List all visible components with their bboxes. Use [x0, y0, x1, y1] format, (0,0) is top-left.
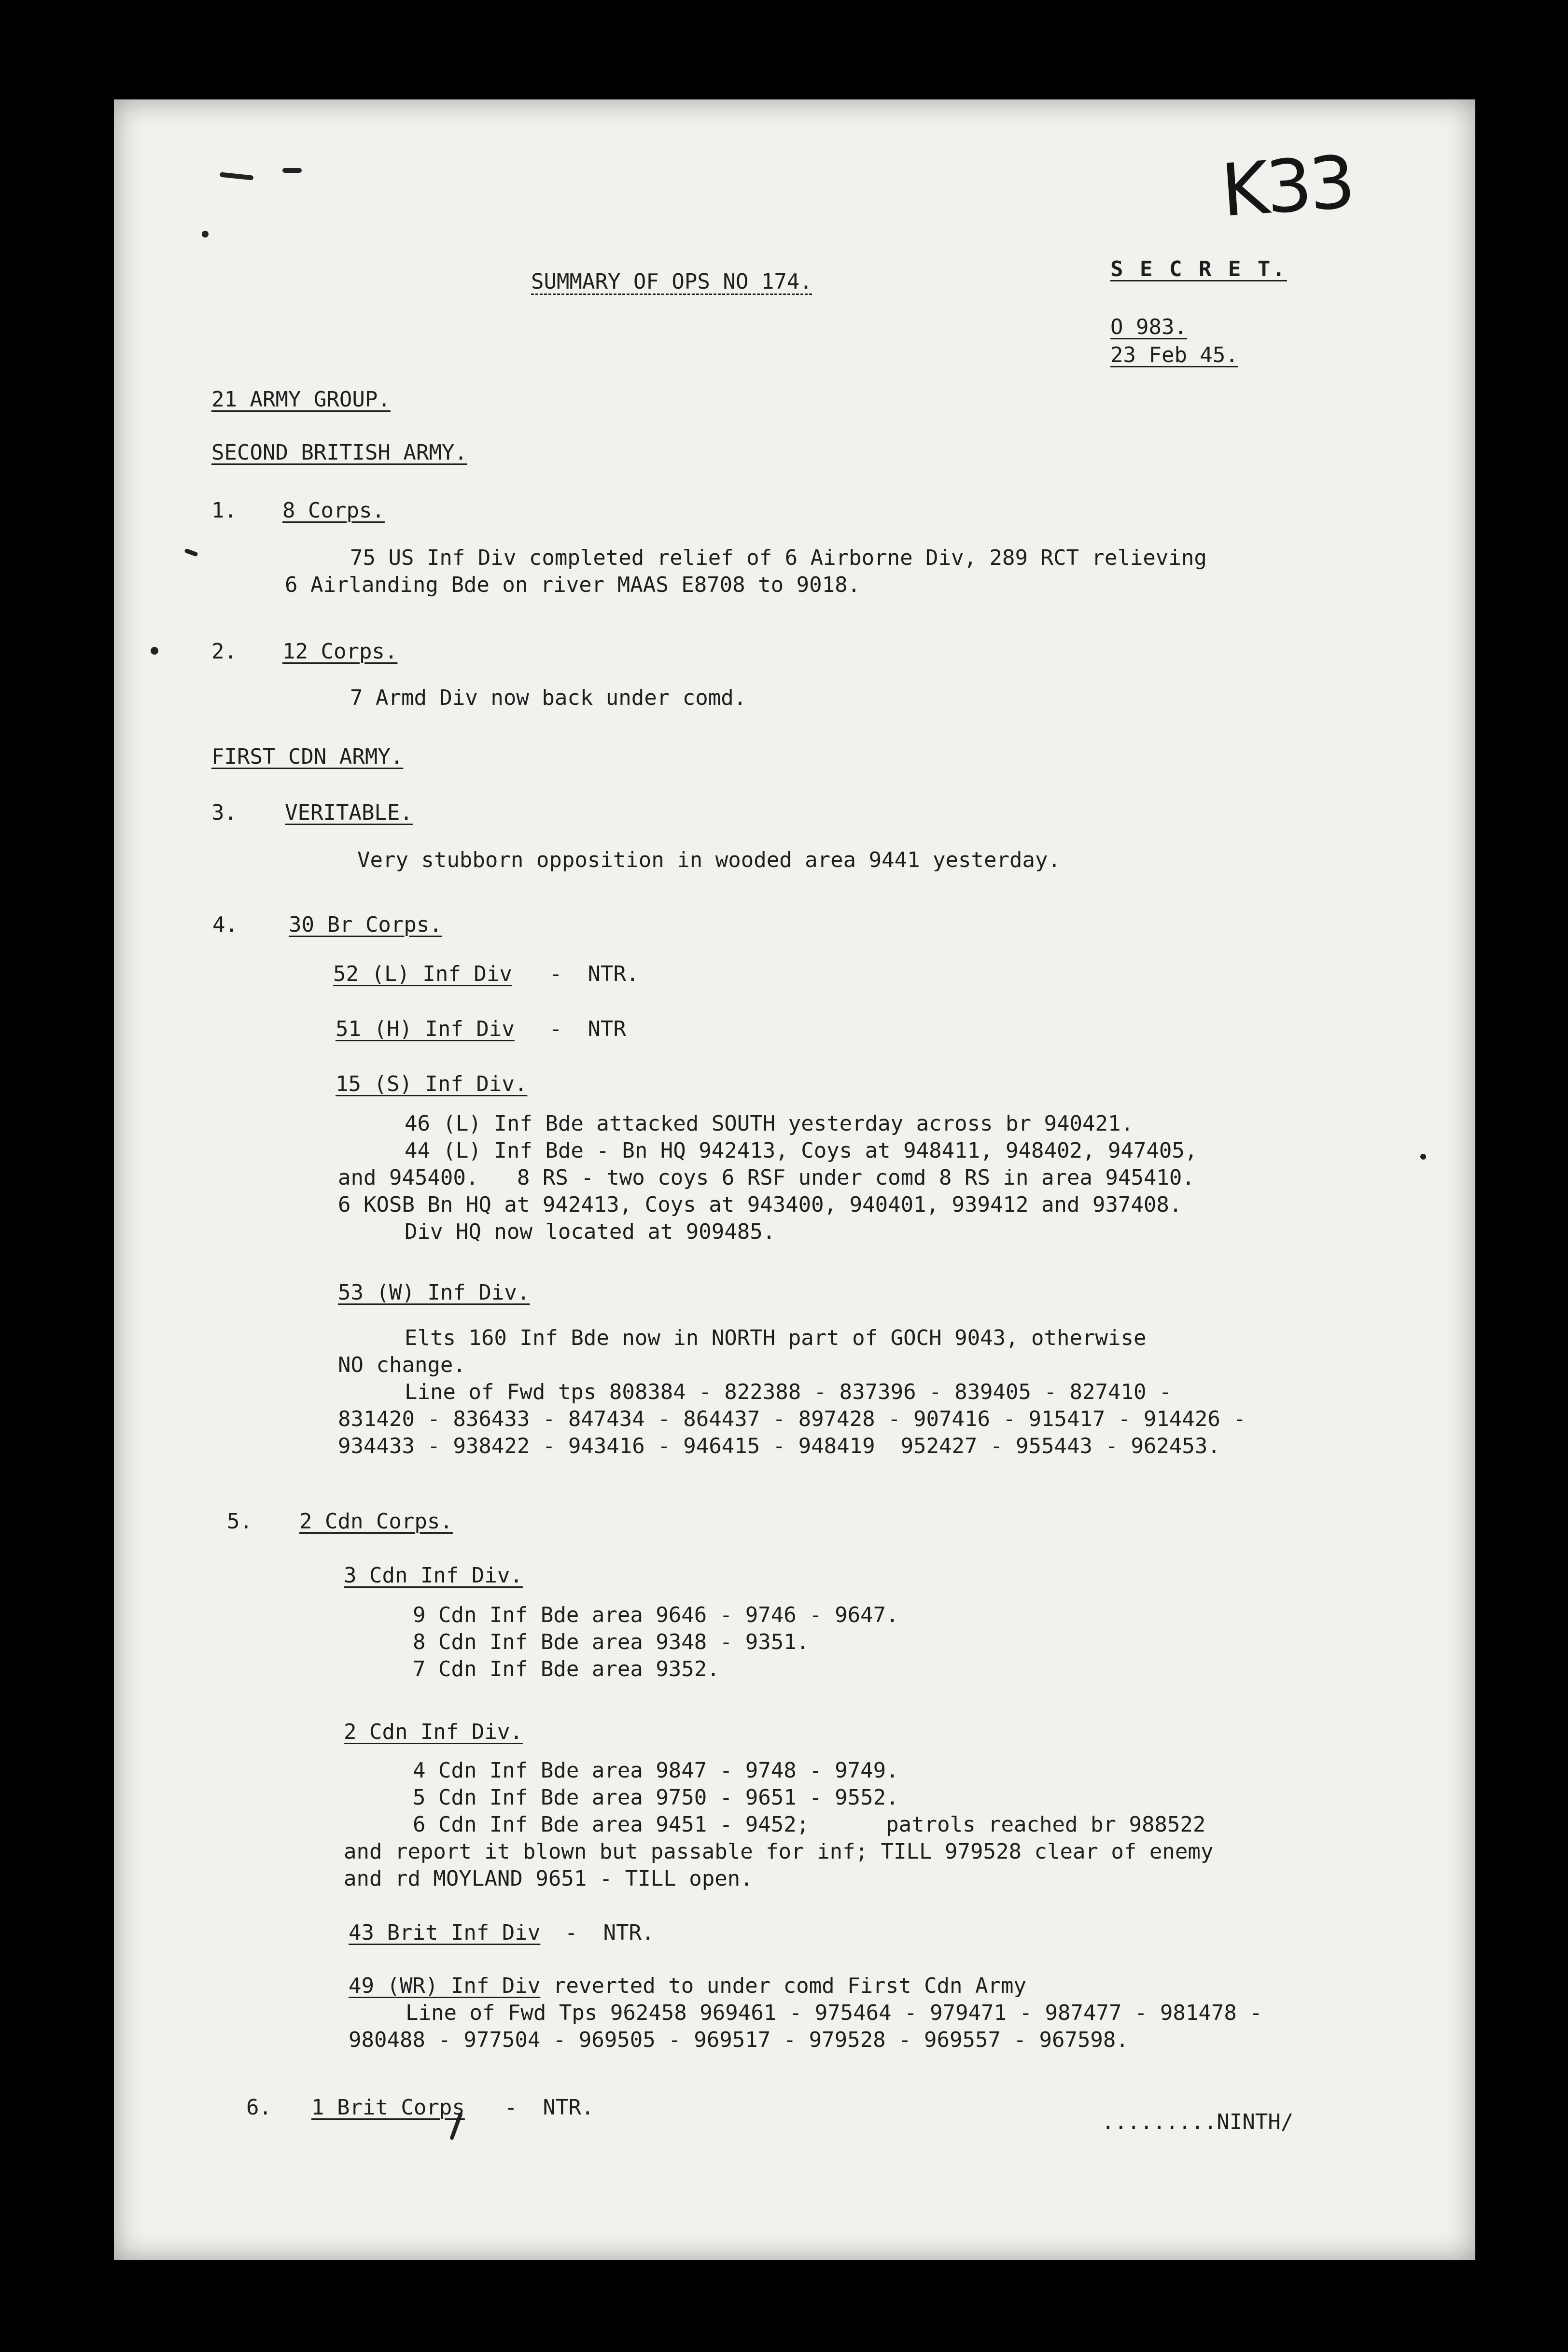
section-second-army: SECOND BRITISH ARMY. [211, 440, 467, 465]
continuation-marker: .........NINTH/ [1102, 2110, 1294, 2134]
division-status: reverted to under comd First Cdn Army [540, 1974, 1026, 1998]
body-line: 4 Cdn Inf Bde area 9847 - 9748 - 9749. [413, 1758, 899, 1783]
film-speck [1420, 1154, 1426, 1160]
division-entry [349, 1973, 1026, 2000]
item-number: 3. [211, 800, 237, 825]
body-line: 6 Cdn Inf Bde area 9451 - 9452; patrols reached br 988522 [413, 1812, 1206, 1837]
body-line: 831420 - 836433 - 847434 - 864437 - 897428 - 907416 - 915417 - 914426 - [338, 1407, 1246, 1431]
body-line: Very stubborn opposition in wooded area 9441 yesterday. [357, 848, 1061, 872]
body-line: and 945400. 8 RS - two coys 6 RSF under comd 8 RS in area 945410. [338, 1165, 1195, 1190]
item-number: 6. [246, 2095, 272, 2120]
item-heading: 1 Brit Corps [311, 2095, 465, 2120]
item-heading: VERITABLE. [285, 800, 413, 825]
body-line: Div HQ now located at 909485. [405, 1219, 776, 1244]
body-line: 8 Cdn Inf Bde area 9348 - 9351. [413, 1630, 810, 1654]
item-heading: 12 Corps. [282, 639, 398, 664]
body-line: and report it blown but passable for inf; TILL 979528 clear of enemy [344, 1839, 1214, 1864]
division-heading: 3 Cdn Inf Div. [344, 1563, 523, 1588]
body-line: 7 Armd Div now back under comd. [350, 686, 747, 710]
document-title: SUMMARY OF OPS NO 174. [531, 269, 812, 294]
item-heading: 8 Corps. [282, 498, 385, 523]
film-speck [202, 231, 209, 238]
body-line: Line of Fwd tps 808384 - 822388 - 837396 - 839405 - 827410 - [405, 1380, 1172, 1404]
body-line: 44 (L) Inf Bde - Bn HQ 942413, Coys at 948411, 948402, 947405, [405, 1138, 1198, 1163]
handwritten-reference: K33 [1218, 140, 1355, 234]
body-line: 5 Cdn Inf Bde area 9750 - 9651 - 9552. [413, 1785, 899, 1810]
document-date: 23 Feb 45. [1110, 343, 1238, 367]
item-heading: 30 Br Corps. [289, 912, 442, 937]
body-line: 6 KOSB Bn HQ at 942413, Coys at 943400, 940401, 939412 and 937408. [338, 1192, 1182, 1217]
item-number: 5. [227, 1509, 252, 1534]
item-number: 2. [211, 639, 237, 664]
body-line: and rd MOYLAND 9651 - TILL open. [344, 1866, 753, 1891]
body-line: 6 Airlanding Bde on river MAAS E8708 to 9018. [285, 573, 861, 597]
item-number: 1. [211, 498, 237, 523]
body-line: Elts 160 Inf Bde now in NORTH part of GOCH 9043, otherwise [405, 1326, 1147, 1350]
body-line: 934433 - 938422 - 943416 - 946415 - 948419 952427 - 955443 - 962453. [338, 1434, 1220, 1458]
division-heading: 15 (S) Inf Div. [336, 1072, 528, 1096]
body-line: 75 US Inf Div completed relief of 6 Airborne Div, 289 RCT relieving [350, 546, 1207, 570]
item-heading: 2 Cdn Corps. [299, 1509, 453, 1534]
body-line: NO change. [338, 1353, 466, 1377]
film-mark [282, 168, 302, 173]
body-line: 7 Cdn Inf Bde area 9352. [413, 1657, 720, 1681]
division-status: - NTR. [549, 962, 639, 986]
division-heading: 52 (L) Inf Div [333, 962, 512, 986]
body-line: 46 (L) Inf Bde attacked SOUTH yesterday across br 940421. [405, 1111, 1134, 1136]
body-line: 980488 - 977504 - 969505 - 969517 - 979528 - 969557 - 967598. [349, 2028, 1129, 2052]
section-army-group: 21 ARMY GROUP. [211, 387, 391, 412]
division-status: - NTR [549, 1017, 626, 1041]
division-status: - NTR. [565, 1920, 655, 1945]
division-heading: 53 (W) Inf Div. [338, 1280, 530, 1305]
item-number: 4. [212, 912, 238, 937]
reference-number: O 983. [1110, 315, 1187, 339]
division-status: - NTR. [504, 2095, 594, 2120]
division-heading: 2 Cdn Inf Div. [344, 1720, 523, 1744]
body-line: 9 Cdn Inf Bde area 9646 - 9746 - 9647. [413, 1603, 899, 1627]
division-heading: 51 (H) Inf Div [336, 1017, 515, 1041]
body-line: Line of Fwd Tps 962458 969461 - 975464 - 979471 - 987477 - 981478 - [406, 2001, 1262, 2025]
division-heading: 49 (WR) Inf Div [349, 1974, 541, 1998]
classification-marking: S E C R E T. [1110, 257, 1287, 281]
section-first-cdn-army: FIRST CDN ARMY. [211, 744, 404, 769]
film-speck [151, 647, 158, 655]
division-heading: 43 Brit Inf Div [349, 1920, 541, 1945]
